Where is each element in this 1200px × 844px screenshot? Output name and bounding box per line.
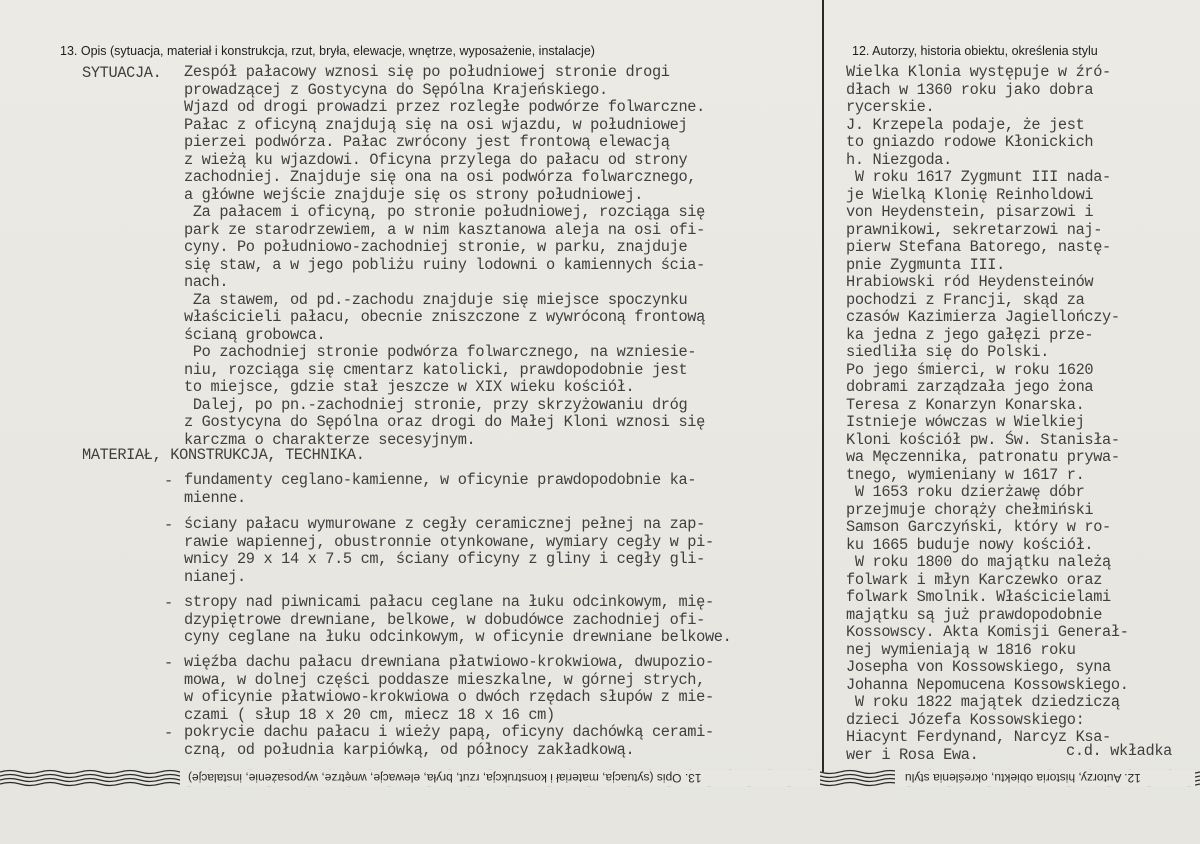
list-bullet: -	[164, 594, 174, 612]
material-label: MATERIAŁ, KONSTRUKCJA, TECHNIKA.	[82, 446, 365, 464]
material-item-foundations: fundamenty ceglano-kamienne, w oficynie prawdopodobnie ka- mienne.	[184, 471, 697, 507]
right-column-heading: 12. Autorzy, historia obiektu, określenia stylu	[852, 44, 1098, 58]
mirrored-footer-left: 13. Opis (sytuacja, materiał i konstrukcja, rzut, bryła, elewacje, wnętrze, wyposażenie, instalacje)	[188, 771, 702, 785]
left-column-heading: 13. Opis (sytuacja, materiał i konstrukcja, rzut, bryła, elewacje, wnętrze, wyposażenie, instalacje)	[60, 44, 595, 58]
history-text: Wielka Klonia występuje w źró- dłach w 1360 roku jako dobra rycerskie. J. Krzepela podaje, że jest to gniazdo rodowe Kłonickich h. Niezgoda. W roku 1617 Zygmunt III nada- je Wielką Klonię Reinholdowi von Heydenstein, pisarzowi i prawnikowi, sekretarzowi naj- pierw Stefana Batorego, nastę- pnie Zygmunta III. Hrabiowski ród Heydensteinów pochodzi z Francji, skąd za czasów Kazimierza Jagiellończy- ka jedna z jego gałęzi prze- siedliła się do Polski. Po jego śmierci, w roku 1620 dobrami zarządzała jego żona Teresa z Konarzyn Konarska. Istnieje wówczas w Wielkiej Kloni kościół pw. Św. Stanisła- wa Męczennika, patronatu prywa- tnego, wymieniany w 1617 r. W 1653 roku dzierżawę dóbr przejmuje chorąży chełmiński Samson Garczyński, który w ro- ku 1665 buduje nowy kościół. W roku 1800 do majątku należą folwark i młyn Karczewko oraz folwark Smolnik. Właścicielami majątku są już prawdopodobnie Kossowscy. Akta Komisji Generał- nej wymieniają w 1816 roku Josepha von Kossowskiego, syna Johanna Nepomucena Kossowskiego. W roku 1822 majątek dziedziczą dzieci Józefa Kossowskiego: Hiacynt Ferdynand, Narcyz Ksa- wer i Rosa Ewa.	[846, 63, 1129, 764]
material-item-roof-truss: więźba dachu pałacu drewniana płatwiowo-krokwiowa, dwupozio- mowa, w dolnej części poddasze mieszkalne, w górnej strych, w oficynie płatwiowo-krokwiowa o dwóch rzędach słupów z mie- czami ( słup 18 x 20 cm, miecz 18 x 16 cm)	[184, 653, 714, 724]
continuation-note: c.d. wkładka	[1066, 742, 1172, 760]
column-divider	[822, 0, 824, 772]
list-bullet: -	[164, 654, 174, 672]
situation-text: Zespół pałacowy wznosi się po południowej stronie drogi prowadzącej z Gostycyna do Sępólna Krajeńskiego. Wjazd od drogi prowadzi przez rozległe podwórze folwarczne. Pałac z oficyną znajdują się na osi wjazdu, w południowej pierzei podwórza. Pałac zwrócony jest frontową elewacją z wieżą ku wjazdowi. Oficyna przylega do pałacu od strony zachodniej. Znajduje się ona na osi podwórza folwarcznego, a główne wejście znajduje się os strony południowej. Za pałacem i oficyną, po stronie południowej, rozciąga się park ze starodrzewiem, a w nim kasztanowa aleja na osi ofi- cyny. Po południowo-zachodniej stronie, w parku, znajduje się staw, a w jego pobliżu ruiny lodowni o kamiennych ścia- nach. Za stawem, od pd.-zachodu znajduje się miejsce spoczynku właścicieli pałacu, obecnie zniszczone z wywróconą frontową ścianą grobowca. Po zachodniej stronie podwórza folwarcznego, na wzniesie- niu, rozciąga się cmentarz katolicki, prawdopodobnie jest to miejsce, gdzie stał jeszcze w XIX wieku kościół. Dalej, po pn.-zachodniej stronie, przy skrzyżowaniu dróg z Gostycyna do Sępólna oraz drogi do Małej Kloni wznosi się karczma o charakterze secesyjnym.	[184, 63, 705, 449]
list-bullet: -	[164, 724, 174, 742]
list-bullet: -	[164, 516, 174, 534]
material-item-roofing: pokrycie dachu pałacu i wieży papą, oficyny dachówką cerami- czną, od południa karpiówką, od północy zakładkową.	[184, 723, 714, 759]
situation-label: SYTUACJA.	[82, 64, 162, 82]
list-bullet: -	[164, 472, 174, 490]
material-item-ceilings: stropy nad piwnicami pałacu ceglane na łuku odcinkowym, mię- dzypiętrowe drewniane, belkowe, w dobudówce zachodniej ofi- cyny ceglane na łuku odcinkowym, w oficynie drewniane belkowe.	[184, 593, 732, 646]
mirrored-footer-right: 12. Autorzy, historia obiektu, określenia stylu	[905, 771, 1141, 785]
material-item-walls: ściany pałacu wymurowane z cegły ceramicznej pełnej na zap- rawie wapiennej, obustronnie otynkowane, wymiary cegły w pi- wnicy 29 x 14 x 7.5 cm, ściany oficyny z gliny i cegły gli- nianej.	[184, 515, 714, 586]
